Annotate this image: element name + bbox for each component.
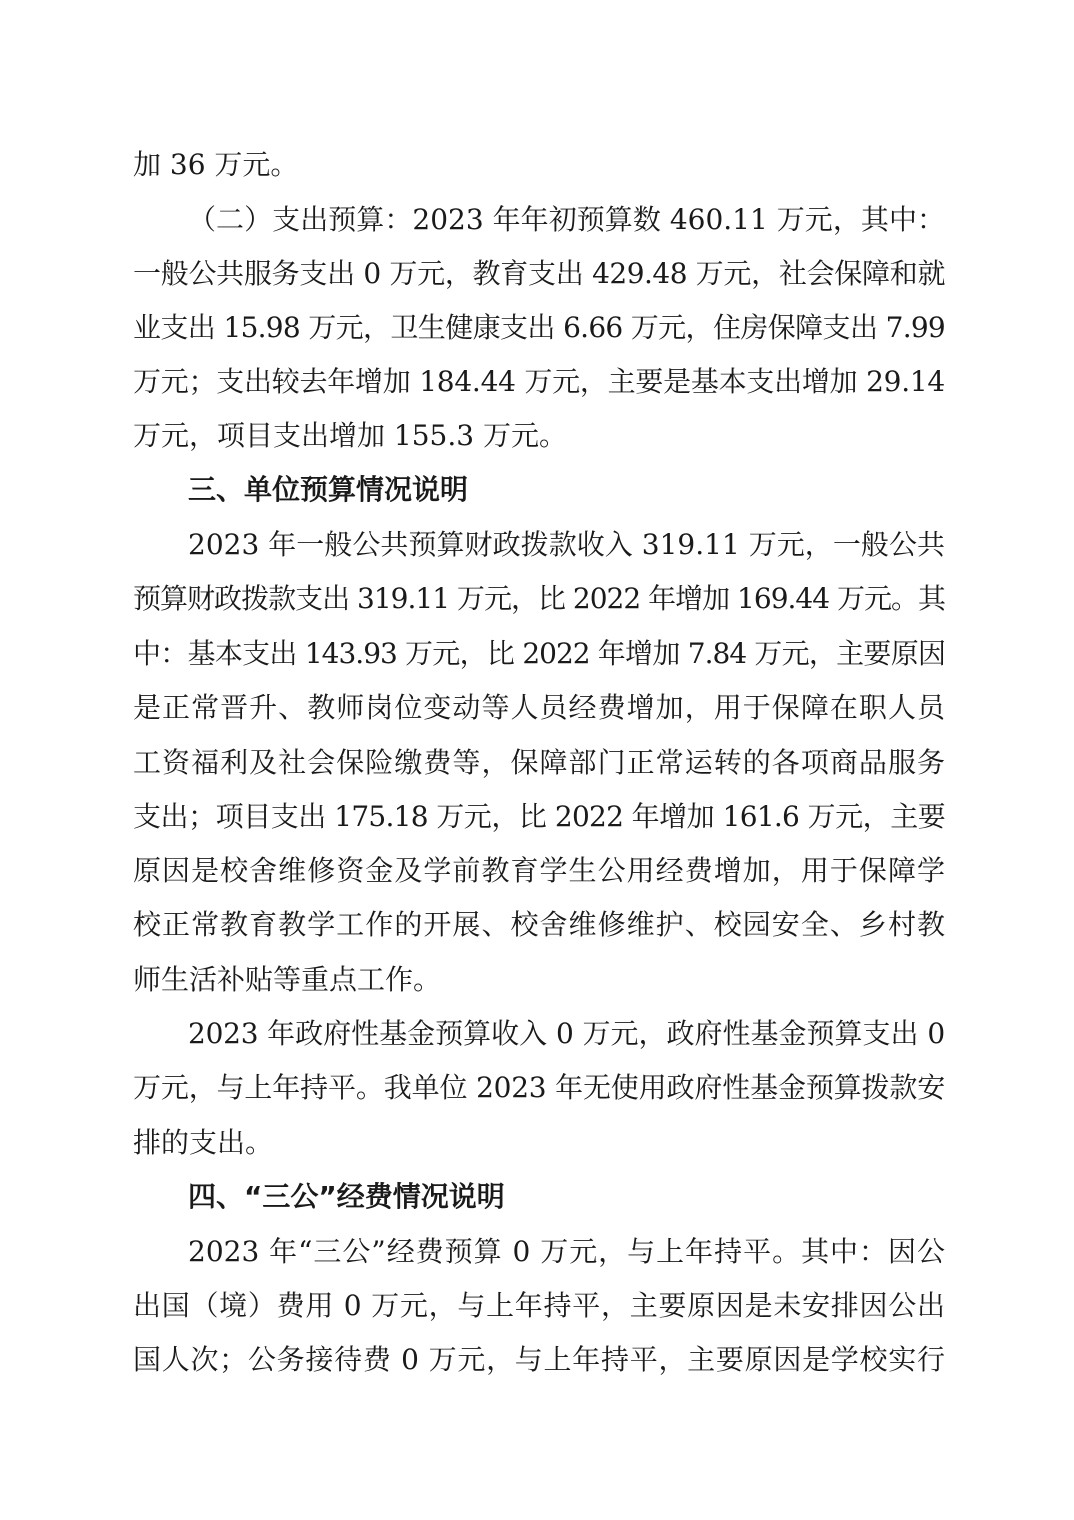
paragraph-line: 排的支出。	[133, 1126, 274, 1159]
paragraph-line: 万元；支出较去年增加 184.44 万元，主要是基本支出增加 29.14	[133, 365, 945, 398]
paragraph-line: 校正常教育教学工作的开展、校舍维修维护、校园安全、乡村教	[133, 908, 945, 941]
paragraph-line: 是正常晋升、教师岗位变动等人员经费增加，用于保障在职人员	[133, 691, 945, 724]
paragraph-line: 中：基本支出 143.93 万元，比 2022 年增加 7.84 万元，主要原因	[133, 637, 945, 670]
paragraph-line: 业支出 15.98 万元，卫生健康支出 6.66 万元，住房保障支出 7.99	[133, 311, 945, 344]
paragraph-line: 工资福利及社会保险缴费等，保障部门正常运转的各项商品服务	[133, 746, 945, 779]
paragraph-line: 预算财政拨款支出 319.11 万元，比 2022 年增加 169.44 万元。其	[133, 582, 945, 615]
paragraph-line: 出国（境）费用 0 万元，与上年持平，主要原因是未安排因公出	[133, 1289, 945, 1322]
paragraph-line: 一般公共服务支出 0 万元，教育支出 429.48 万元，社会保障和就	[133, 257, 945, 290]
paragraph-line: 2023 年“三公”经费预算 0 万元，与上年持平。其中：因公	[188, 1235, 945, 1268]
paragraph-line: 国人次；公务接待费 0 万元，与上年持平，主要原因是学校实行	[133, 1343, 945, 1376]
paragraph-line: （二）支出预算：2023 年年初预算数 460.11 万元，其中：	[188, 203, 945, 236]
paragraph-line: 2023 年一般公共预算财政拨款收入 319.11 万元，一般公共	[188, 528, 945, 561]
section-heading: 三、单位预算情况说明	[188, 473, 469, 506]
section-heading: 四、“三公”经费情况说明	[188, 1180, 505, 1213]
paragraph-line: 师生活补贴等重点工作。	[133, 963, 442, 996]
paragraph-line: 原因是校舍维修资金及学前教育学生公用经费增加，用于保障学	[133, 854, 945, 887]
paragraph-line: 2023 年政府性基金预算收入 0 万元，政府性基金预算支出 0	[188, 1017, 945, 1050]
paragraph-line: 支出；项目支出 175.18 万元，比 2022 年增加 161.6 万元，主要	[133, 800, 945, 833]
paragraph-line: 加 36 万元。	[133, 148, 299, 181]
paragraph-line: 万元，项目支出增加 155.3 万元。	[133, 419, 567, 452]
paragraph-line: 万元，与上年持平。我单位 2023 年无使用政府性基金预算拨款安	[133, 1071, 945, 1104]
